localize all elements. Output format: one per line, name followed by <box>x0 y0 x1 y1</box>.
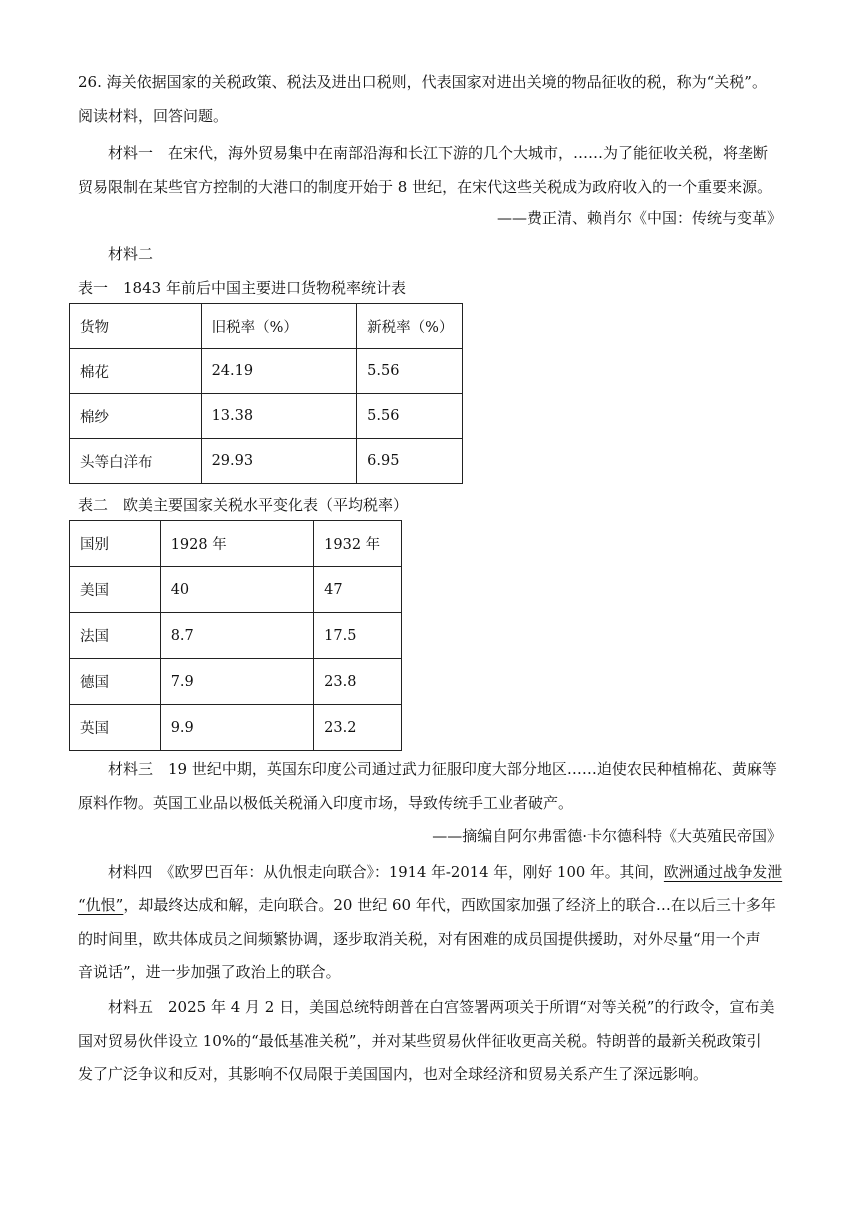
material-5-line-1: 材料五 2025 年 4 月 2 日，美国总统特朗普在白宫签署两项关于所谓“对等关税”的行政令，宣布美 <box>108 998 775 1016</box>
table-2 <box>69 520 402 751</box>
table-cell: 头等白洋布 <box>70 439 202 484</box>
material-4-line-2 <box>78 895 776 915</box>
table-1-header-cell: 新税率（%） <box>357 304 463 349</box>
material-4-underlined-text: “仇恨” <box>78 896 124 914</box>
table-cell: 7.9 <box>160 659 313 705</box>
material-3-source: ——摘编自阿尔弗雷德·卡尔德科特《大英殖民帝国》 <box>432 827 782 845</box>
material-2-heading: 材料二 <box>108 245 154 263</box>
table-cell: 美国 <box>70 567 161 613</box>
table-1-caption: 表一 1843 年前后中国主要进口货物税率统计表 <box>78 279 406 297</box>
table-2-header-cell: 国别 <box>70 521 161 567</box>
table-cell: 29.93 <box>201 439 357 484</box>
table-2-header-cell: 1932 年 <box>314 521 402 567</box>
table-cell: 5.56 <box>357 349 463 394</box>
table-cell: 23.2 <box>314 705 402 751</box>
material-4-line-1 <box>108 862 782 882</box>
table-row <box>70 567 402 613</box>
material-3-line-2: 原料作物。英国工业品以极低关税涌入印度市场，导致传统手工业者破产。 <box>78 794 574 812</box>
material-5-line-2: 国对贸易伙伴设立 10%的“最低基准关税”，并对某些贸易伙伴征收更高关税。特朗普的最新关税政策引 <box>78 1032 762 1050</box>
table-cell: 23.8 <box>314 659 402 705</box>
material-4-line-4: 音说话”，进一步加强了政治上的联合。 <box>78 963 341 981</box>
table-cell: 8.7 <box>160 613 313 659</box>
table-2-header-cell: 1928 年 <box>160 521 313 567</box>
table-row <box>70 439 463 484</box>
material-4-text: 材料四 《欧罗巴百年：从仇恨走向联合》：1914 年-2014 年，刚好 100 年。其间， <box>108 863 664 881</box>
table-cell: 13.38 <box>201 394 357 439</box>
table-cell: 17.5 <box>314 613 402 659</box>
table-cell: 47 <box>314 567 402 613</box>
table-row <box>70 394 463 439</box>
question-line-2: 阅读材料，回答问题。 <box>78 107 229 125</box>
table-row <box>70 705 402 751</box>
material-1-line-2: 贸易限制在某些官方控制的大港口的制度开始于 8 世纪，在宋代这些关税成为政府收入的一个重要来源。 <box>78 178 773 196</box>
table-2-header-row <box>70 521 402 567</box>
table-cell: 英国 <box>70 705 161 751</box>
material-4-underlined-text: 欧洲通过战争发泄 <box>663 863 783 881</box>
table-cell: 棉纱 <box>70 394 202 439</box>
table-1-header-cell: 货物 <box>70 304 202 349</box>
material-3-line-1: 材料三 19 世纪中期，英国东印度公司通过武力征服印度大部分地区……迫使农民种植棉花、黄麻等 <box>108 760 777 778</box>
material-5-line-3: 发了广泛争议和反对，其影响不仅局限于美国国内，也对全球经济和贸易关系产生了深远影响。 <box>78 1065 709 1083</box>
table-2-caption: 表二 欧美主要国家关税水平变化表（平均税率） <box>78 496 409 514</box>
material-1-source: ——费正清、赖肖尔《中国：传统与变革》 <box>496 209 782 227</box>
table-row <box>70 349 463 394</box>
table-row <box>70 659 402 705</box>
table-1-header-cell: 旧税率（%） <box>201 304 357 349</box>
table-cell: 9.9 <box>160 705 313 751</box>
table-cell: 5.56 <box>357 394 463 439</box>
table-1-header-row <box>70 304 463 349</box>
table-cell: 24.19 <box>201 349 357 394</box>
table-row <box>70 613 402 659</box>
question-line-1: 26. 海关依据国家的关税政策、税法及进出口税则，代表国家对进出关境的物品征收的税，称为“关税”。 <box>78 73 767 91</box>
material-4-text: ，却最终达成和解，走向联合。20 世纪 60 年代，西欧国家加强了经济上的联合…在以后三十多年 <box>123 896 776 914</box>
table-1 <box>69 303 463 484</box>
table-cell: 法国 <box>70 613 161 659</box>
table-cell: 德国 <box>70 659 161 705</box>
table-cell: 6.95 <box>357 439 463 484</box>
material-4-line-3: 的时间里，欧共体成员之间频繁协调，逐步取消关税，对有困难的成员国提供援助，对外尽量“用一个声 <box>78 930 761 948</box>
material-1-line-1: 材料一 在宋代，海外贸易集中在南部沿海和长江下游的几个大城市，……为了能征收关税，将垄断 <box>108 144 769 162</box>
table-cell: 40 <box>160 567 313 613</box>
table-cell: 棉花 <box>70 349 202 394</box>
